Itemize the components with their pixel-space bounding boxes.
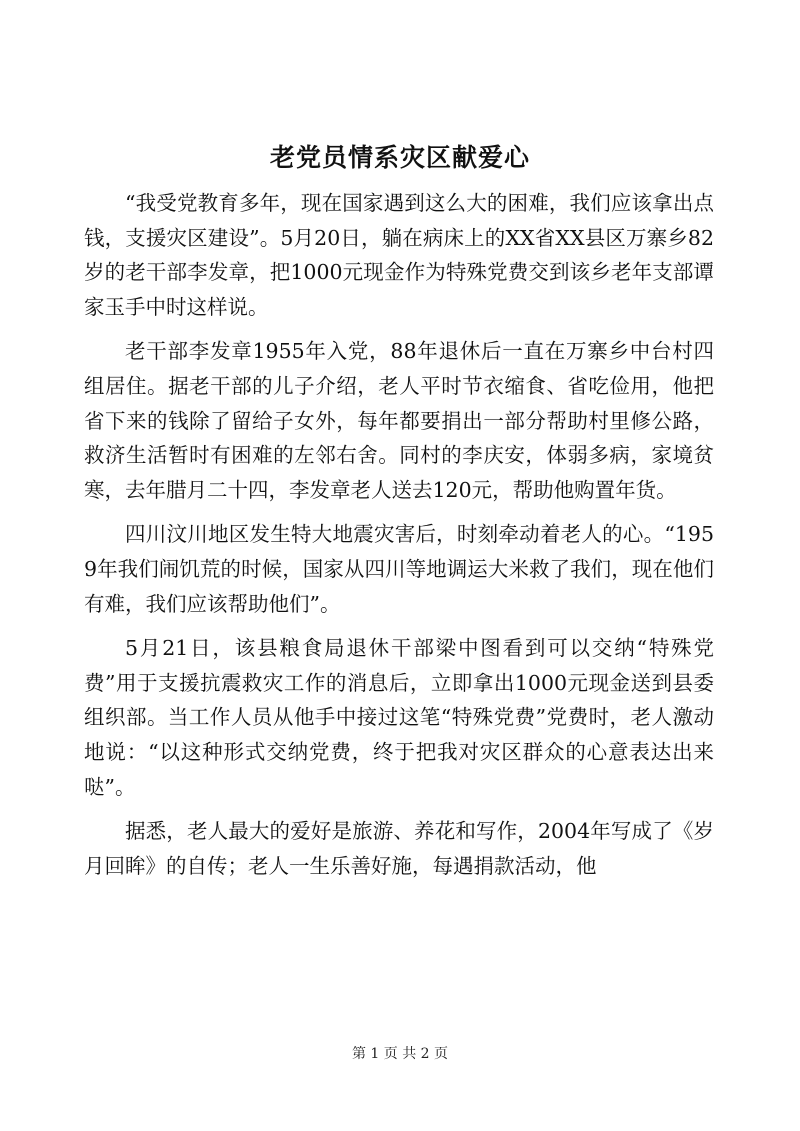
- paragraph-1: “我受党教育多年，现在国家遇到这么大的困难，我们应该拿出点钱，支援灾区建设”。5月20日，躺在病床上的XX省XX县区万寨乡82岁的老干部李发章，把1000元现金作为特殊党费交到该乡老年支部谭家玉手中时这样说。: [84, 191, 714, 319]
- paragraph-4: 5月21日，该县粮食局退休干部梁中图看到可以交纳“特殊党费”用于支援抗震救灾工作的消息后，立即拿出1000元现金送到县委组织部。当工作人员从他手中接过这笔“特殊党费”党费时，老人激动地说：“以这种形式交纳党费，终于把我对灾区群众的心意表达出来哒”。: [84, 636, 714, 799]
- page-footer: 第 1 页 共 2 页: [351, 1046, 449, 1062]
- document-body: [84, 186, 714, 893]
- paragraph-3: 四川汶川地区发生特大地震灾害后，时刻牵动着老人的心。“1959年我们闹饥荒的时候，国家从四川等地调运大米救了我们，现在他们有难，我们应该帮助他们”。: [84, 522, 714, 616]
- paragraph-2: 老干部李发章1955年入党，88年退休后一直在万寨乡中台村四组居住。据老干部的儿子介绍，老人平时节衣缩食、省吃俭用，他把省下来的钱除了留给子女外，每年都要捐出一部分帮助村里修公路，救济生活暂时有困难的左邻右舍。同村的李庆安，体弱多病，家境贫寒，去年腊月二十四，李发章老人送去120元，帮助他购置年货。: [84, 339, 714, 502]
- document-title: 老党员情系灾区献爱心: [269, 143, 530, 172]
- paragraph-5: 据悉，老人最大的爱好是旅游、养花和写作，2004年写成了《岁月回眸》的自传；老人一生乐善好施，每遇捐款活动，他: [84, 819, 714, 878]
